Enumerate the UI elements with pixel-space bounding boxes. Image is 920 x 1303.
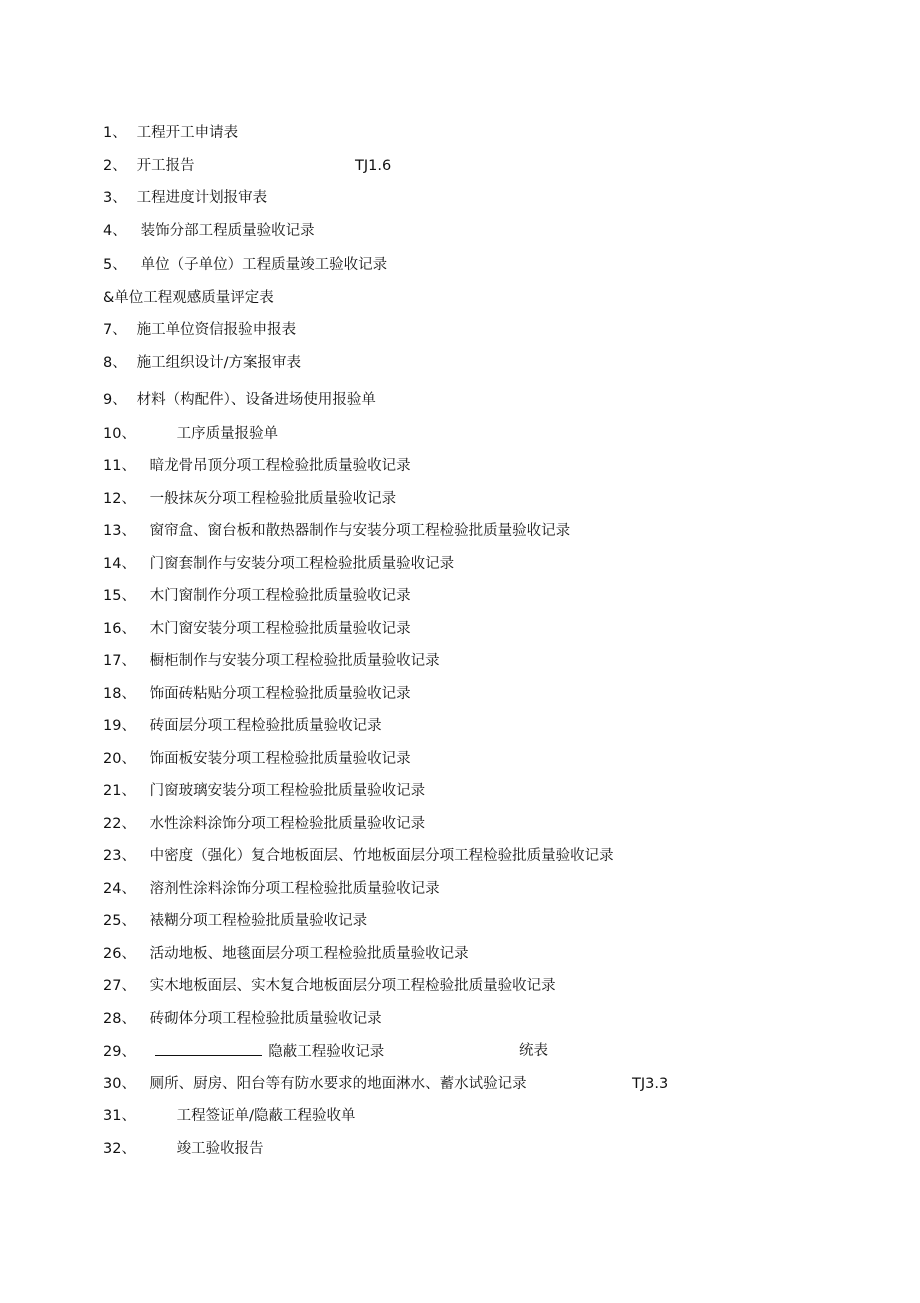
item-text: 竣工验收报告 xyxy=(176,1141,264,1157)
item-text: 一般抹灰分项工程检验批质量验收记录 xyxy=(149,491,397,507)
item-text: 砖砌体分项工程检验批质量验收记录 xyxy=(149,1011,382,1027)
list-item xyxy=(103,189,267,207)
item-text: 砖面层分项工程检验批质量验收记录 xyxy=(149,718,382,734)
list-item xyxy=(103,717,382,735)
item-number: 31、 xyxy=(103,1108,136,1124)
item-text: &单位工程观感质量评定表 xyxy=(103,290,274,306)
list-item xyxy=(103,1107,356,1125)
item-number: 25、 xyxy=(103,913,136,929)
item-text: 工序质量报验单 xyxy=(176,426,279,442)
item-number: 16、 xyxy=(103,621,136,637)
item-number: 8、 xyxy=(103,355,127,371)
item-text: 工程进度计划报审表 xyxy=(136,190,268,206)
item-number: 24、 xyxy=(103,881,136,897)
item-text: 门窗套制作与安装分项工程检验批质量验收记录 xyxy=(149,556,455,572)
item-number: 1、 xyxy=(103,125,127,141)
item-number: 3、 xyxy=(103,190,127,206)
list-item xyxy=(103,1010,382,1028)
item-code: TJ3.3 xyxy=(632,1076,669,1092)
item-number: 10、 xyxy=(103,426,136,442)
list-item xyxy=(103,490,396,508)
list-item xyxy=(103,256,387,274)
item-number: 22、 xyxy=(103,816,136,832)
list-item xyxy=(103,425,278,443)
item-text: 饰面板安装分项工程检验批质量验收记录 xyxy=(149,751,411,767)
item-text: 木门窗制作分项工程检验批质量验收记录 xyxy=(149,588,411,604)
item-number: 13、 xyxy=(103,523,136,539)
item-code: TJ1.6 xyxy=(355,158,392,174)
item-text: 工程签证单/隐蔽工程验收单 xyxy=(176,1108,356,1124)
item-text: 水性涂料涂饰分项工程检验批质量验收记录 xyxy=(149,816,426,832)
list-item xyxy=(103,124,238,142)
list-item xyxy=(103,587,411,605)
item-text: 工程开工申请表 xyxy=(136,125,239,141)
item-number: 17、 xyxy=(103,653,136,669)
item-number: 28、 xyxy=(103,1011,136,1027)
list-item xyxy=(103,522,570,540)
item-number: 11、 xyxy=(103,458,136,474)
list-item xyxy=(103,750,411,768)
item-text: 开工报告 xyxy=(136,158,195,174)
list-item xyxy=(103,555,454,573)
item-number: 20、 xyxy=(103,751,136,767)
list-item xyxy=(103,815,425,833)
item-text: 材料（构配件）、设备进场使用报验单 xyxy=(136,392,376,408)
item-number: 26、 xyxy=(103,946,136,962)
list-item xyxy=(103,157,392,175)
item-number: 27、 xyxy=(103,978,136,994)
list-item xyxy=(103,289,274,307)
item-number: 15、 xyxy=(103,588,136,604)
list-item xyxy=(103,457,411,475)
item-number: 4、 xyxy=(103,223,127,239)
item-number: 29、 xyxy=(103,1044,136,1060)
item-text: 施工组织设计/方案报审表 xyxy=(136,355,301,371)
item-number: 7、 xyxy=(103,322,127,338)
item-text: 施工单位资信报验申报表 xyxy=(136,322,297,338)
item-number: 32、 xyxy=(103,1141,136,1157)
item-text: 活动地板、地毯面层分项工程检验批质量验收记录 xyxy=(149,946,469,962)
item-text: 单位（子单位）工程质量竣工验收记录 xyxy=(140,257,388,273)
list-item xyxy=(103,354,301,372)
item-number: 21、 xyxy=(103,783,136,799)
item-text: 隐蔽工程验收记录 xyxy=(268,1044,385,1060)
item-number: 5、 xyxy=(103,257,127,273)
item-number: 14、 xyxy=(103,556,136,572)
item-text: 橱柜制作与安装分项工程检验批质量验收记录 xyxy=(149,653,440,669)
item-text: 中密度（强化）复合地板面层、竹地板面层分项工程检验批质量验收记录 xyxy=(149,848,614,864)
list-item xyxy=(103,1042,548,1061)
item-text: 装饰分部工程质量验收记录 xyxy=(140,223,315,239)
item-text: 门窗玻璃安装分项工程检验批质量验收记录 xyxy=(149,783,426,799)
item-number: 2、 xyxy=(103,158,127,174)
item-text: 厕所、厨房、阳台等有防水要求的地面淋水、蓄水试验记录 xyxy=(149,1076,527,1092)
item-text: 暗龙骨吊顶分项工程检验批质量验收记录 xyxy=(149,458,411,474)
item-text: 裱糊分项工程检验批质量验收记录 xyxy=(149,913,368,929)
list-item xyxy=(103,945,469,963)
list-item xyxy=(103,847,614,865)
list-item xyxy=(103,652,440,670)
list-item xyxy=(103,321,296,339)
list-item xyxy=(103,977,556,995)
list-item xyxy=(103,782,425,800)
list-item xyxy=(103,880,440,898)
item-text: 饰面砖粘贴分项工程检验批质量验收记录 xyxy=(149,686,411,702)
item-text: 窗帘盒、窗台板和散热器制作与安装分项工程检验批质量验收记录 xyxy=(149,523,571,539)
item-number: 30、 xyxy=(103,1076,136,1092)
list-item xyxy=(103,685,411,703)
item-number: 12、 xyxy=(103,491,136,507)
list-item xyxy=(103,1075,669,1093)
item-text: 实木地板面层、实木复合地板面层分项工程检验批质量验收记录 xyxy=(149,978,556,994)
item-code: 统表 xyxy=(519,1043,548,1059)
item-number: 9、 xyxy=(103,392,127,408)
item-number: 19、 xyxy=(103,718,136,734)
item-text: 木门窗安装分项工程检验批质量验收记录 xyxy=(149,621,411,637)
item-text: 溶剂性涂料涂饰分项工程检验批质量验收记录 xyxy=(149,881,440,897)
list-item xyxy=(103,222,315,240)
list-item xyxy=(103,1140,264,1158)
list-item xyxy=(103,620,411,638)
item-number: 18、 xyxy=(103,686,136,702)
item-number: 23、 xyxy=(103,848,136,864)
list-item xyxy=(103,391,376,409)
list-item xyxy=(103,912,367,930)
fill-in-blank-line xyxy=(155,1042,262,1056)
